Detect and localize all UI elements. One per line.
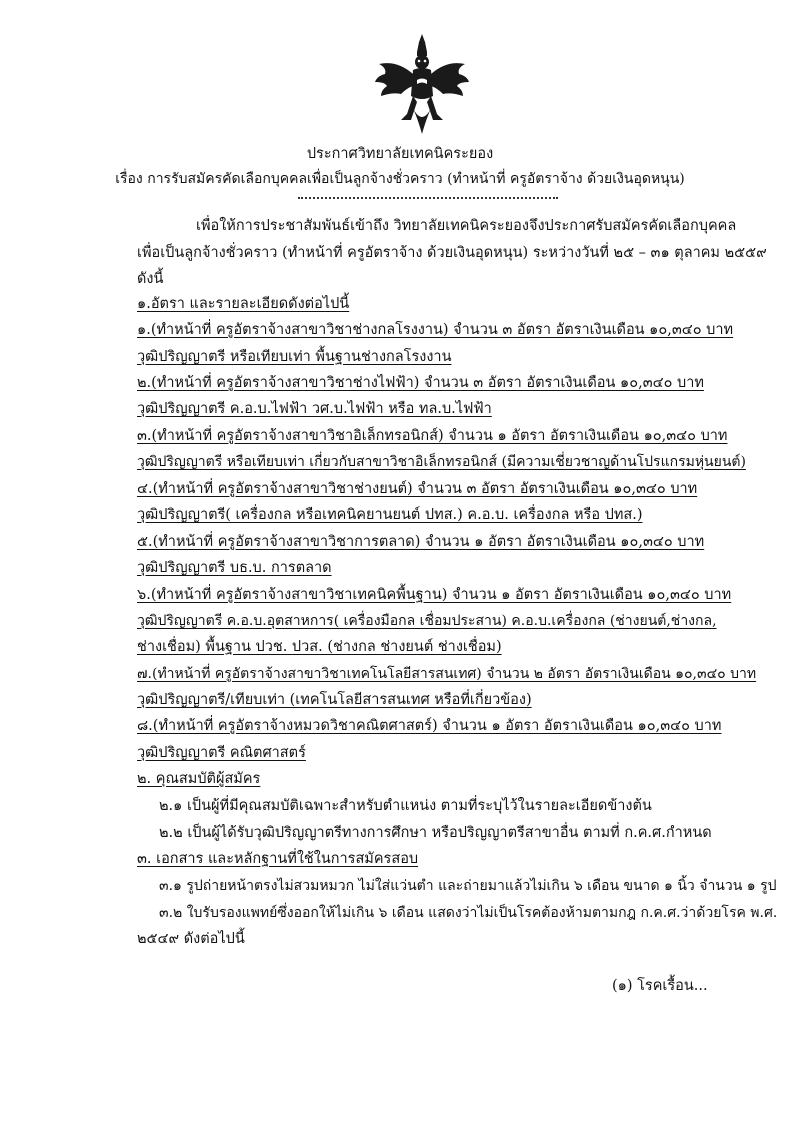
section3-item-2: ๓.๒ ใบรับรองแพทย์ซึ่งออกให้ไม่เกิน ๖ เดือน แสดงว่าไม่เป็นโรคต้องห้ามตามกฎ ก.ค.ศ.ว่าด้วยโรค พ.ศ. bbox=[159, 905, 778, 921]
position-8-qualification: วุฒิปริญญาตรี คณิตศาสตร์ bbox=[137, 745, 306, 761]
intro-line-1: เพื่อให้การประชาสัมพันธ์เข้าถึง วิทยาลัยเทคนิคระยองจึงประกาศรับสมัครคัดเลือกบุคคล bbox=[196, 218, 737, 234]
section1-heading: ๑.อัตรา และรายละเอียดดังต่อไปนี้ bbox=[137, 296, 350, 312]
position-3-title: ๓.(ทำหน้าที่ ครูอัตราจ้างสาขาวิชาอิเล็กทรอนิกส์) จำนวน ๑ อัตรา อัตราเงินเดือน ๑๐,๓๔๐ บาท bbox=[137, 428, 728, 444]
intro-line-3: ดังนี้ bbox=[137, 271, 164, 287]
intro-line-2: เพื่อเป็นลูกจ้างชั่วคราว (ทำหน้าที่ ครูอัตราจ้าง ด้วยเงินอุดหนุน) ระหว่างวันที่ ๒๕ – ๓๑ ตุลาคม ๒๕๕๙ bbox=[137, 245, 767, 261]
position-1-qualification: วุฒิปริญญาตรี หรือเทียบเท่า พื้นฐานช่างกลโรงงาน bbox=[137, 349, 452, 365]
position-5-qualification: วุฒิปริญญาตรี บธ.บ. การตลาด bbox=[137, 560, 332, 576]
section3-item-2-cont: ๒๕๔๙ ดังต่อไปนี้ bbox=[137, 931, 245, 947]
position-4-qualification: วุฒิปริญญาตรี( เครื่องกล หรือเทคนิคยานยนต์ ปทส.) ค.อ.บ. เครื่องกล หรือ ปทส.) bbox=[137, 507, 643, 523]
announcement-subject: เรื่อง การรับสมัครคัดเลือกบุคคลเพื่อเป็นลูกจ้างชั่วคราว (ทำหน้าที่ ครูอัตราจ้าง ด้วยเงินอุดหนุน) bbox=[115, 171, 685, 187]
section2-item-1: ๒.๑ เป็นผู้ที่มีคุณสมบัติเฉพาะสำหรับตำแหน่ง ตามที่ระบุไว้ในรายละเอียดข้างต้น bbox=[159, 798, 652, 814]
continuation-note: (๑) โรคเรื้อน... bbox=[612, 978, 708, 994]
section3-item-1: ๓.๑ รูปถ่ายหน้าตรงไม่สวมหมวก ไม่ใส่แว่นตำ และถ่ายมาแล้วไม่เกิน ๖ เดือน ขนาด ๑ นิ้ว จำนวน ๑ รูป bbox=[159, 878, 777, 894]
position-6-title: ๖.(ทำหน้าที่ ครูอัตราจ้างสาขาวิชาเทคนิคพื้นฐาน) จำนวน ๑ อัตรา อัตราเงินเดือน ๑๐,๓๔๐ บาท bbox=[137, 587, 732, 603]
garuda-emblem-icon bbox=[367, 30, 477, 140]
section2-heading: ๒. คุณสมบัติผู้สมัคร bbox=[137, 771, 261, 787]
announcement-title: ประกาศวิทยาลัยเทคนิคระยอง bbox=[306, 146, 494, 162]
section2-item-2: ๒.๒ เป็นผู้ได้รับวุฒิปริญญาตรีทางการศึกษา หรือปริญญาตรีสาขาอื่น ตามที่ ก.ค.ศ.กำหนด bbox=[159, 825, 712, 841]
dotted-divider bbox=[298, 197, 558, 199]
position-6-qualification: วุฒิปริญญาตรี ค.อ.บ.อุตสาหการ( เครื่องมือกล เชื่อมประสาน) ค.อ.บ.เครื่องกล (ช่างยนต์,ช่างกล, bbox=[137, 613, 717, 629]
position-7-qualification: วุฒิปริญญาตรี/เทียบเท่า (เทคโนโลยีสารสนเทศ หรือที่เกี่ยวข้อง) bbox=[137, 692, 532, 708]
position-8-title: ๘.(ทำหน้าที่ ครูอัตราจ้างหมวดวิชาคณิตศาสตร์) จำนวน ๑ อัตรา อัตราเงินเดือน ๑๐,๓๔๐ บาท bbox=[137, 718, 722, 734]
section3-heading: ๓. เอกสาร และหลักฐานที่ใช้ในการสมัครสอบ bbox=[137, 851, 419, 867]
position-3-qualification: วุฒิปริญญาตรี หรือเทียบเท่า เกี่ยวกับสาขาวิชาอิเล็กทรอนิกส์ (มีความเชี่ยวชาญด้านโปรแกรมหุ่นยนต์) bbox=[137, 454, 746, 470]
position-7-title: ๗.(ทำหน้าที่ ครูอัตราจ้างสาขาวิชาเทคโนโลยีสารสนเทศ) จำนวน ๒ อัตรา อัตราเงินเดือน ๑๐,๓๔๐ บาท bbox=[137, 666, 757, 682]
position-6-qualification-cont: ช่างเชื่อม) พื้นฐาน ปวช. ปวส. (ช่างกล ช่างยนต์ ช่างเชื่อม) bbox=[137, 639, 502, 655]
position-2-qualification: วุฒิปริญญาตรี ค.อ.บ.ไฟฟ้า วศ.บ.ไฟฟ้า หรือ ทล.บ.ไฟฟ้า bbox=[137, 401, 492, 417]
position-5-title: ๕.(ทำหน้าที่ ครูอัตราจ้างสาขาวิชาการตลาด) จำนวน ๑ อัตรา อัตราเงินเดือน ๑๐,๓๔๐ บาท bbox=[137, 534, 705, 550]
position-1-title: ๑.(ทำหน้าที่ ครูอัตราจ้างสาขาวิชาช่างกลโรงงาน) จำนวน ๓ อัตรา อัตราเงินเดือน ๑๐,๓๔๐ บาท bbox=[137, 322, 734, 338]
position-4-title: ๔.(ทำหน้าที่ ครูอัตราจ้างสาขาวิชาช่างยนต์) จำนวน ๓ อัตรา อัตราเงินเดือน ๑๐,๓๔๐ บาท bbox=[137, 481, 698, 497]
position-2-title: ๒.(ทำหน้าที่ ครูอัตราจ้างสาขาวิชาช่างไฟฟ้า) จำนวน ๓ อัตรา อัตราเงินเดือน ๑๐,๓๔๐ บาท bbox=[137, 375, 704, 391]
